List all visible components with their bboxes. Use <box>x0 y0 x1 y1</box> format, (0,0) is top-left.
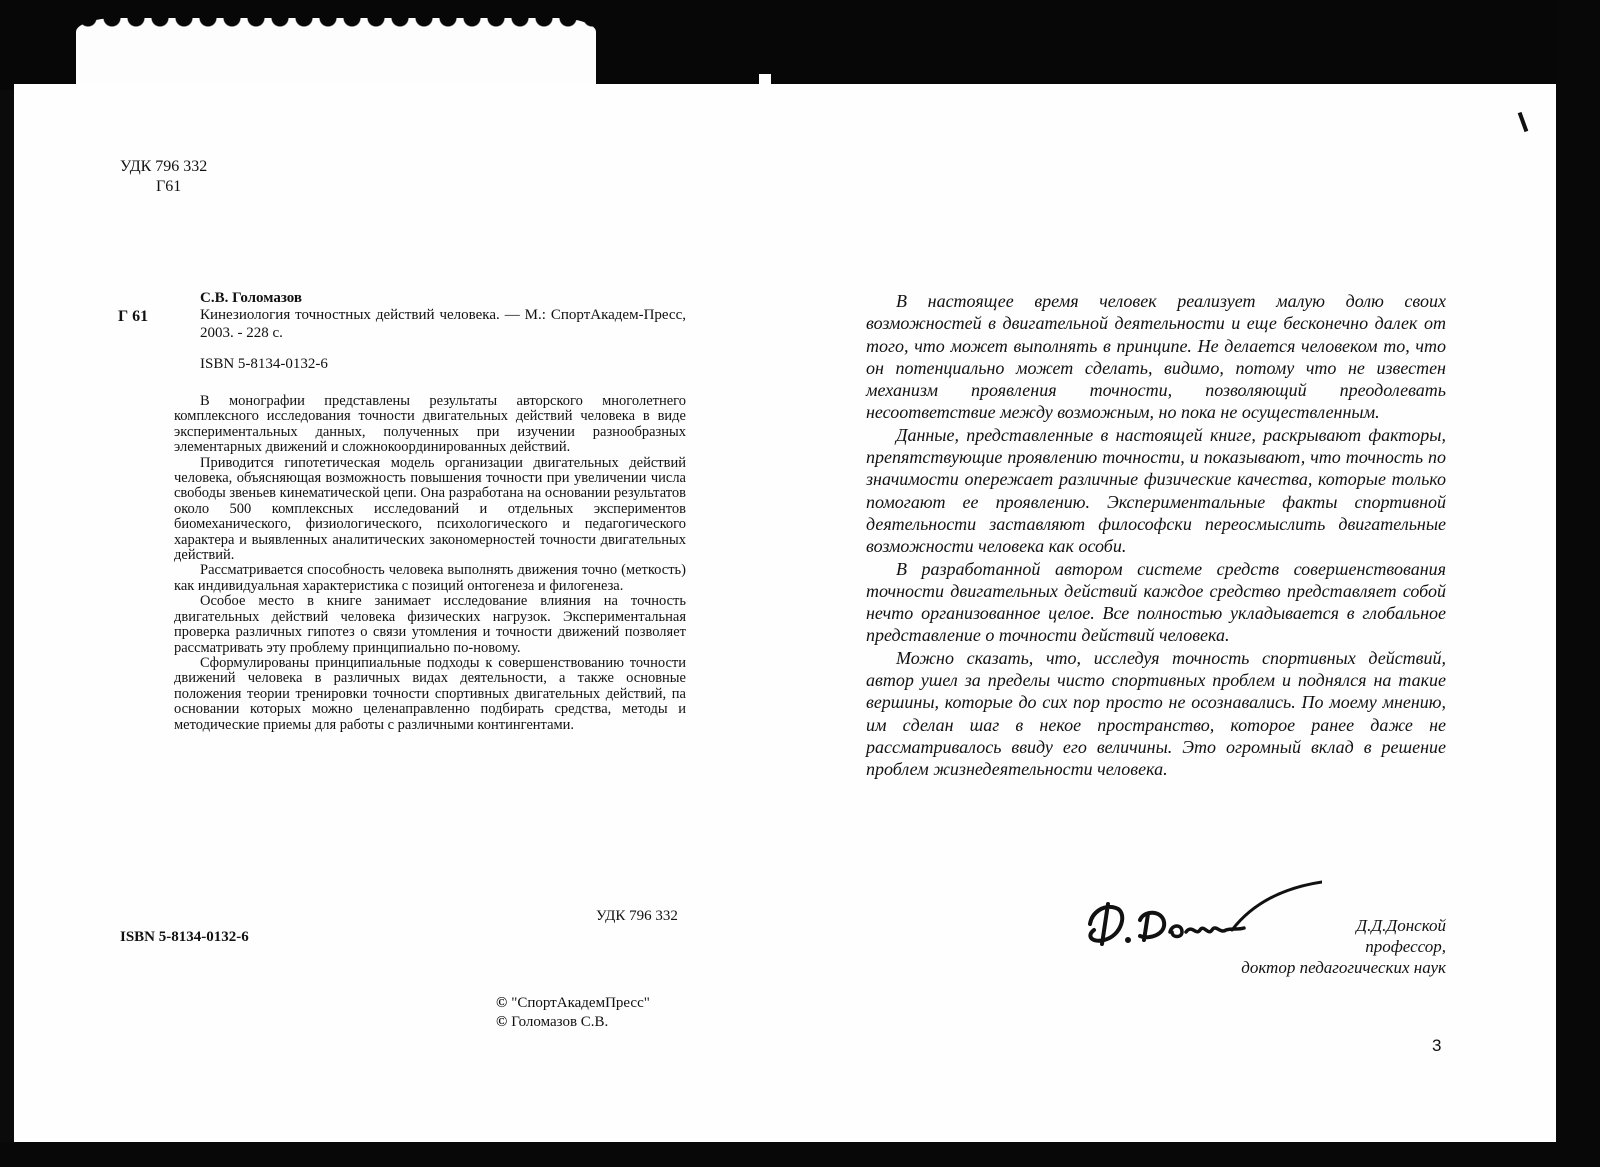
copyright-line <box>496 994 650 1013</box>
foreword-paragraph: В настоящее время человек реализует малую долю своих возможностей в двигательной деятельности и еще бесконечно далек от того, что может выполнять в принципе. Не делается человеком то, что он потенциально может сделать, видимо, потому что не известен механизм проявления точности, позволяющий преодолевать несоответствие между возможным, но пока не осуществленным. <box>866 291 1446 423</box>
signer-block <box>1214 915 1446 978</box>
foreword <box>866 290 1446 781</box>
page-number: 3 <box>1432 1036 1442 1055</box>
signer-name: Д.Д.Донской <box>1356 916 1446 935</box>
copyright-holder: "СпортАкадемПресс" <box>511 995 650 1011</box>
udk-code-line: Г61 <box>156 178 182 195</box>
annotation-paragraph: В монографии представлены результаты авторского многолетнего комплексного исследования точности двигательных действий человека в виде экспериментальных данных, полученных при изучении разнообразных элементарных движений и сложнокоординированных действий. <box>174 393 686 456</box>
scan-border-bottom <box>0 1142 1600 1167</box>
udk-line: УДК 796 332 <box>120 158 208 175</box>
udk-bottom: УДК 796 332 <box>596 908 678 924</box>
copyright-icon: © <box>496 995 508 1011</box>
library-code: Г 61 <box>118 308 149 325</box>
bibliographic-entry: Кинезиология точностных действий человека. — М.: СпортАкадем-Пресс, 2003. - 228 с. <box>200 307 686 341</box>
page-crease <box>759 74 771 88</box>
foreword-paragraph: Можно сказать, что, исследуя точность спортивных действий, автор ушел за пределы чисто спортивных проблем и поднялся на такие вершины, которые до сих пор просто не осознавались. По моему мнению, им сделан шаг в некое пространство, которое ранее даже не рассматривалось ввиду его величины. Это огромный вклад в решение проблем жизнедеятельности человека. <box>866 647 1446 780</box>
scan-speck <box>1518 112 1529 132</box>
copyright-holder: Голомазов С.В. <box>511 1014 609 1030</box>
annotation-paragraph: Рассматривается способность человека выполнять движения точно (меткость) как индивидуальная характеристика с позиций онтогенеза и филогенеза. <box>174 562 686 594</box>
isbn-bottom: ISBN 5-8134-0132-6 <box>120 929 249 945</box>
foreword-paragraph: В разработанной автором системе средств совершенствования точности двигательных действий каждое средство представляет собой нечто организованное целое. Все полностью укладывается в глобальное представление о точности действий человека. <box>866 558 1446 646</box>
copyright-line <box>496 1013 650 1032</box>
author-name: С.В. Голомазов <box>200 290 303 306</box>
annotation-paragraph: Сформулированы принципиальные подходы к совершенствованию точности движений человека в различных видах деятельности, а также основные положения теории тренировки точности спортивных двигательных действий, па основании которых можно целенаправленно подбирать средства, методы и методические приемы для работы с различными контингентами. <box>174 654 686 733</box>
annotation <box>174 394 686 733</box>
torn-paper-strip <box>76 18 596 88</box>
copyright-icon: © <box>496 1014 508 1030</box>
scan-border-right <box>1556 0 1600 1167</box>
isbn: ISBN 5-8134-0132-6 <box>200 356 328 372</box>
signer-degree: доктор педагогических наук <box>1241 958 1446 977</box>
foreword-paragraph: Данные, представленные в настоящей книге, раскрывают факторы, препятствующие проявлению точности, и показывают, что точность по значимости опережает различные физические качества, которые только помогают ее проявлению. Экспериментальные факты спортивной деятельности заставляют философски переосмыслить двигательные возможности человека как особи. <box>866 424 1446 557</box>
udk-classification <box>120 157 207 197</box>
annotation-paragraph: Приводится гипотетическая модель организации двигательных действий человека, объясняющая возможность повышения точности при увеличении числа свободы звеньев кинематической цепи. Она разработана на основании результатов около 500 комплексных исследований и отдельных экспериментов биомеханического, физиологического, психологического и педагогического характера и выявленных аналитических закономерностей точности двигательных действий. <box>174 454 686 564</box>
signer-title: профессор, <box>1365 937 1446 956</box>
book-spread <box>14 84 1556 1142</box>
annotation-paragraph: Особое место в книге занимает исследование влияния на точность двигательных действий человека физических нагрузок. Экспериментальная проверка различных гипотез о связи утомления и точности движений позволяет рассматривать эту проблему принципиально по-новому. <box>174 593 686 656</box>
copyright-block <box>496 994 650 1032</box>
